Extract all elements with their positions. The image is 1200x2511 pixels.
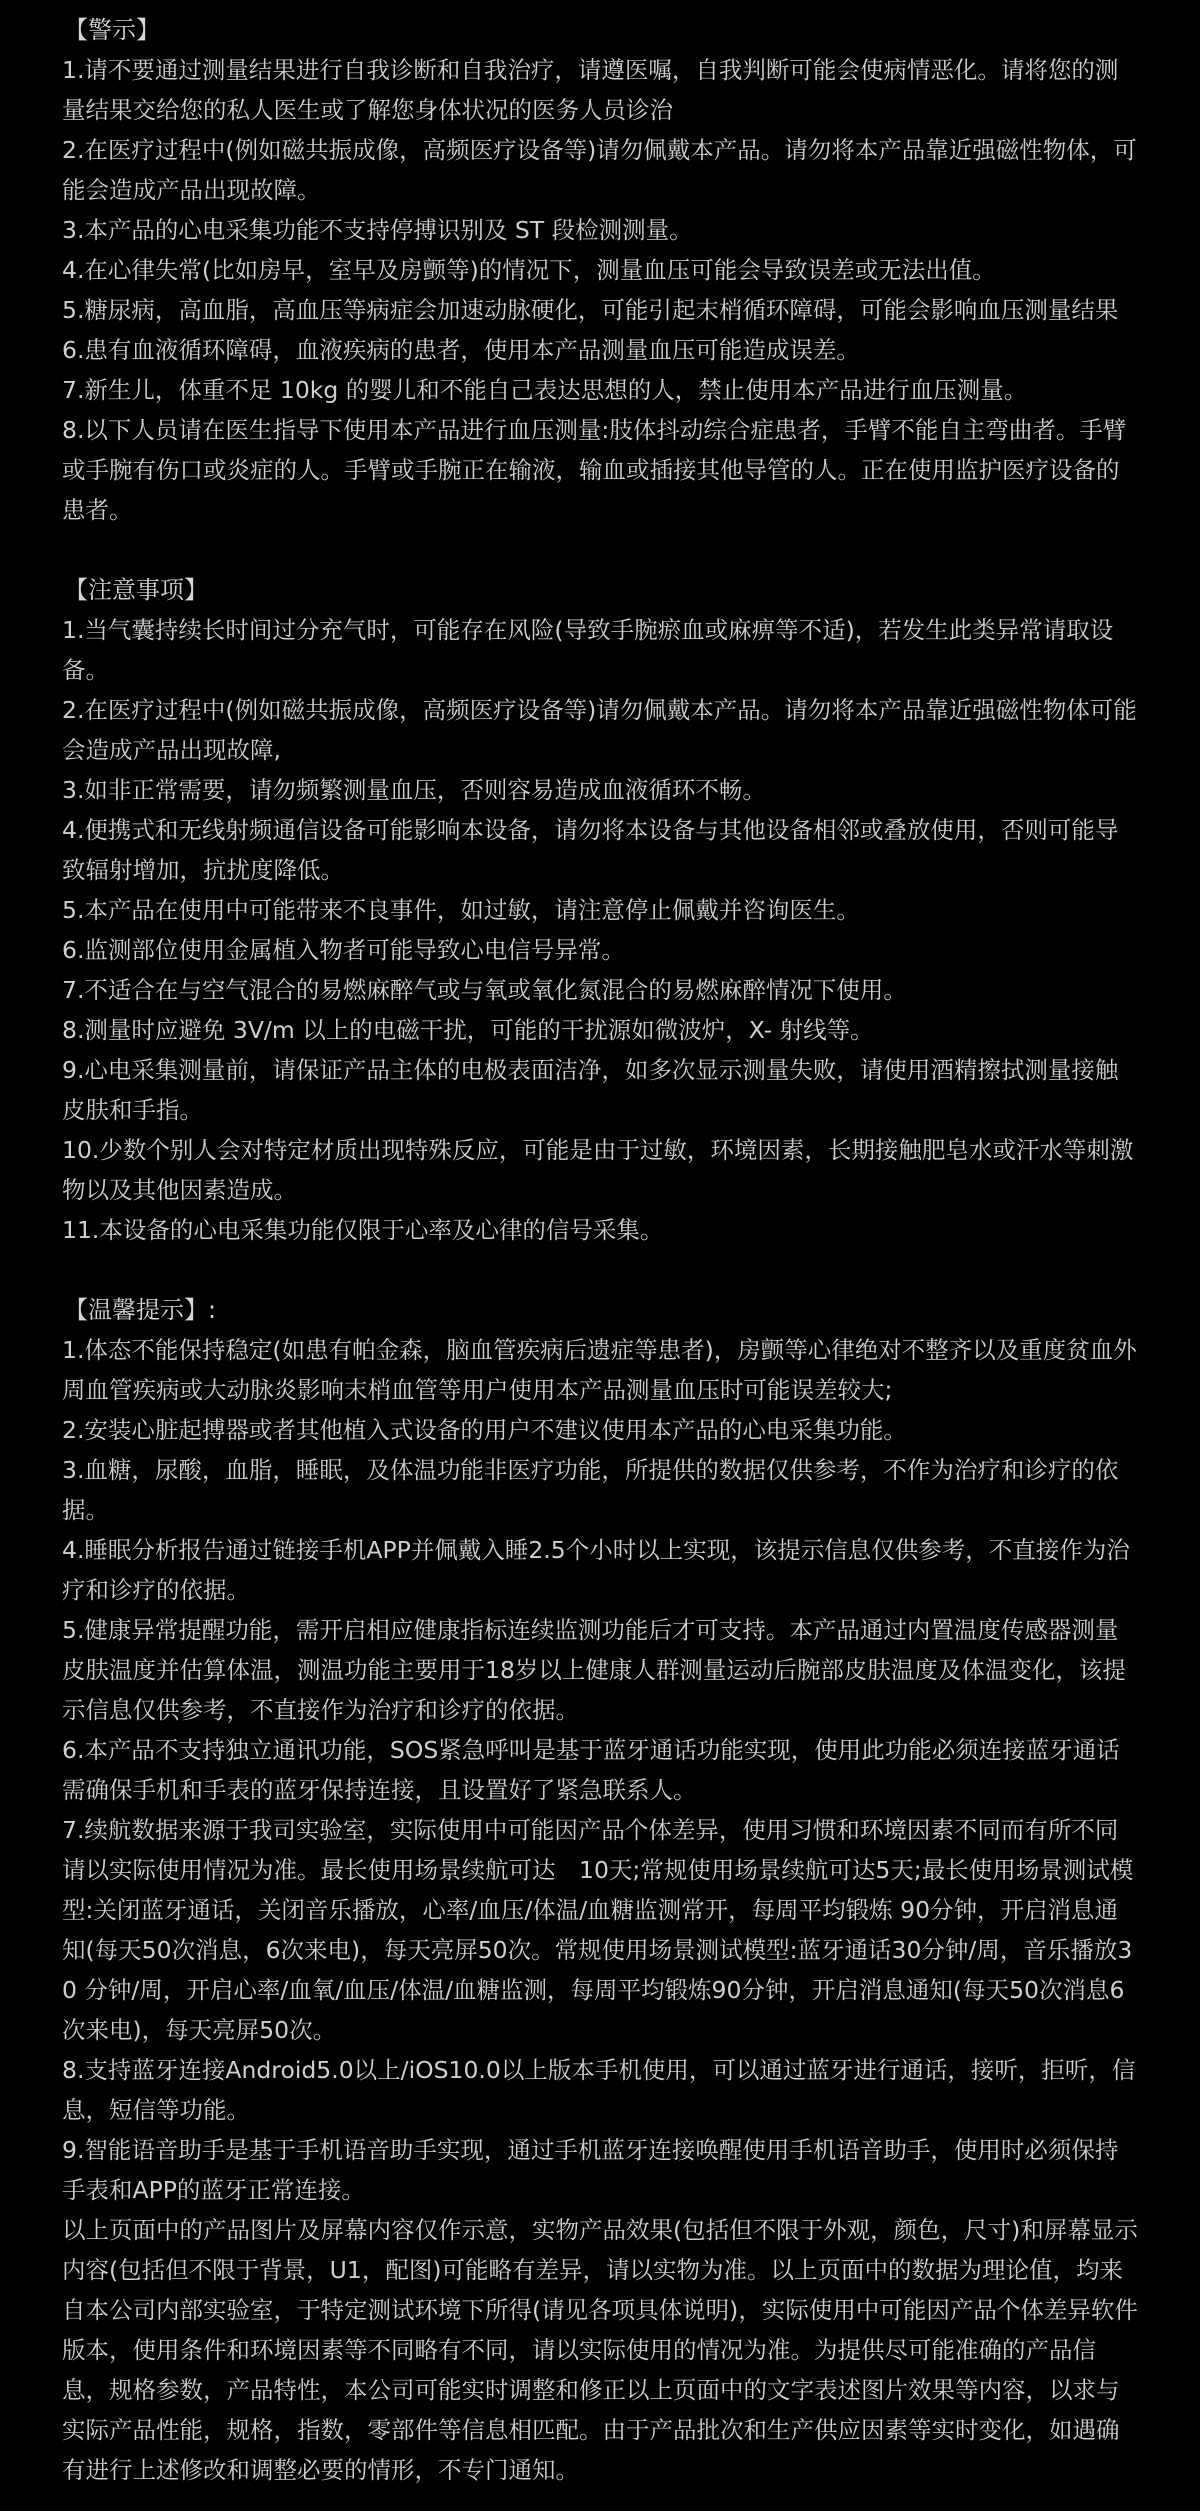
precaution-item-1: 1.当气囊持续长时间过分充气时，可能存在风险(导致手腕瘀血或麻痹等不适)，若发生此类异常请取设备。 [62, 616, 1114, 684]
precaution-item-5: 5.本产品在使用中可能带来不良事件，如过敏，请注意停止佩戴并咨询医生。 [62, 896, 860, 924]
tip-item-5: 5.健康异常提醒功能，需开启相应健康指标连续监测功能后才可支持。本产品通过内置温度传感器测量皮肤温度并估算体温，测温功能主要用于18岁以上健康人群测量运动后腕部皮肤温度及体温变化，该提示信息仅供参考，不直接作为治疗和诊疗的依据。 [62, 1616, 1126, 1724]
precautions-section [62, 570, 1138, 1250]
warning-item-7: 7.新生儿，体重不足 10kg 的婴儿和不能自己表达思想的人，禁止使用本产品进行血压测量。 [62, 376, 1028, 404]
tip-item-3: 3.血糖，尿酸，血脂，睡眠，及体温功能非医疗功能，所提供的数据仅供参考，不作为治疗和诊疗的依据。 [62, 1456, 1119, 1524]
tips-section [62, 1290, 1138, 2490]
precaution-item-11: 11.本设备的心电采集功能仅限于心率及心律的信号采集。 [62, 1216, 664, 1244]
precaution-item-2: 2.在医疗过程中(例如磁共振成像，高频医疗设备等)请勿佩戴本产品。请勿将本产品靠近强磁性物体可能会造成产品出现故障, [62, 696, 1137, 764]
precaution-item-7: 7.不适合在与空气混合的易燃麻醉气或与氧或氧化氮混合的易燃麻醉情况下使用。 [62, 976, 907, 1004]
precaution-item-4: 4.便携式和无线射频通信设备可能影响本设备，请勿将本设备与其他设备相邻或叠放使用，否则可能导致辐射增加，抗扰度降低。 [62, 816, 1119, 884]
disclaimer-paragraph: 以上页面中的产品图片及屏幕内容仅作示意，实物产品效果(包括但不限于外观，颜色，尺寸)和屏幕显示内容(包括但不限于背景，U1，配图)可能略有差异，请以实物为准。以上页面中的数据为理论值，均来自本公司内部实验室，于特定测试环境下所得(请见各项具体说明)，实际使用中可能因产品个体差异软件版本，使用条件和环境因素等不同略有不同，请以实际使用的情况为准。为提供尽可能准确的产品信息，规格参数，产品特性，本公司可能实时调整和修正以上页面中的文字表述图片效果等内容，以求与实际产品性能，规格，指数，零部件等信息相匹配。由于产品批次和生产供应因素等实时变化，如遇确有进行上述修改和调整必要的情形，不专门通知。 [62, 2216, 1138, 2484]
tip-item-6: 6.本产品不支持独立通讯功能，SOS紧急呼叫是基于蓝牙通话功能实现，使用此功能必须连接蓝牙通话需确保手机和手表的蓝牙保持连接，且设置好了紧急联系人。 [62, 1736, 1120, 1804]
warning-item-3: 3.本产品的心电采集功能不支持停搏识别及 ST 段检测测量。 [62, 216, 693, 244]
warning-item-8: 8.以下人员请在医生指导下使用本产品进行血压测量:肢体抖动综合症患者，手臂不能自主弯曲者。手臂或手腕有伤口或炎症的人。手臂或手腕正在输液，输血或插接其他导管的人。正在使用监护医疗设备的患者。 [62, 416, 1127, 524]
warning-item-6: 6.患有血液循环障碍，血液疾病的患者，使用本产品测量血压可能造成误差。 [62, 336, 860, 364]
precaution-item-10: 10.少数个别人会对特定材质出现特殊反应，可能是由于过敏，环境因素，长期接触肥皂水或汗水等刺激物以及其他因素造成。 [62, 1136, 1134, 1204]
warning-item-1: 1.请不要通过测量结果进行自我诊断和自我治疗，请遵医嘱，自我判断可能会使病情恶化。请将您的测量结果交给您的私人医生或了解您身体状况的医务人员诊治 [62, 56, 1119, 124]
warning-item-2: 2.在医疗过程中(例如磁共振成像，高频医疗设备等)请勿佩戴本产品。请勿将本产品靠近强磁性物体，可能会造成产品出现故障。 [62, 136, 1137, 204]
precautions-heading: 【注意事项】 [64, 576, 208, 604]
tip-item-7: 7.续航数据来源于我司实验室，实际使用中可能因产品个体差异，使用习惯和环境因素不同而有所不同请以实际使用情况为准。最长使用场景续航可达 10天;常规使用场景续航可达5天;最长使用场景测试模型:关闭蓝牙通话，关闭音乐播放，心率/血压/体温/血糖监测常开，每周平均锻炼 90分钟，开启消息通知(每天50次消息，6次来电)，每天亮屏50次。常规使用场景测试模型:蓝牙通话30分钟/周，音乐播放30 分钟/周，开启心率/血氧/血压/体温/血糖监测，每周平均锻炼90分钟，开启消息通知(每天50次消息6次来电)，每天亮屏50次。 [62, 1816, 1134, 2044]
precautions-list [62, 610, 1138, 1250]
precaution-item-8: 8.测量时应避免 3V/m 以上的电磁干扰，可能的干扰源如微波炉，X- 射线等。 [62, 1016, 874, 1044]
precaution-item-6: 6.监测部位使用金属植入物者可能导致心电信号异常。 [62, 936, 625, 964]
warning-heading: 【警示】 [64, 16, 160, 44]
tips-heading: 【温馨提示】: [64, 1296, 217, 1324]
tips-list [62, 1330, 1138, 2490]
tip-item-4: 4.睡眠分析报告通过链接手机APP并佩戴入睡2.5个小时以上实现，该提示信息仅供参考，不直接作为治疗和诊疗的依据。 [62, 1536, 1130, 1604]
precaution-item-3: 3.如非正常需要，请勿频繁测量血压，否则容易造成血液循环不畅。 [62, 776, 766, 804]
warning-item-4: 4.在心律失常(比如房早，室早及房颤等)的情况下，测量血压可能会导致误差或无法出值。 [62, 256, 996, 284]
precaution-item-9: 9.心电采集测量前，请保证产品主体的电极表面洁净，如多次显示测量失败，请使用酒精擦拭测量接触皮肤和手指。 [62, 1056, 1119, 1124]
warning-item-5: 5.糖尿病，高血脂，高血压等病症会加速动脉硬化，可能引起末梢循环障碍，可能会影响血压测量结果 [62, 296, 1119, 324]
warning-section [62, 10, 1138, 530]
warning-list [62, 50, 1138, 530]
tip-item-1: 1.体态不能保持稳定(如患有帕金森，脑血管疾病后遗症等患者)，房颤等心律绝对不整齐以及重度贫血外周血管疾病或大动脉炎影响末梢血管等用户使用本产品测量血压时可能误差较大; [62, 1336, 1137, 1404]
tip-item-9: 9.智能语音助手是基于手机语音助手实现，通过手机蓝牙连接唤醒使用手机语音助手，使用时必须保持手表和APP的蓝牙正常连接。 [62, 2136, 1119, 2204]
tip-item-8: 8.支持蓝牙连接Android5.0以上/iOS10.0以上版本手机使用，可以通过蓝牙进行通话，接听，拒听，信息，短信等功能。 [62, 2056, 1136, 2124]
tip-item-2: 2.安装心脏起搏器或者其他植入式设备的用户不建议使用本产品的心电采集功能。 [62, 1416, 907, 1444]
